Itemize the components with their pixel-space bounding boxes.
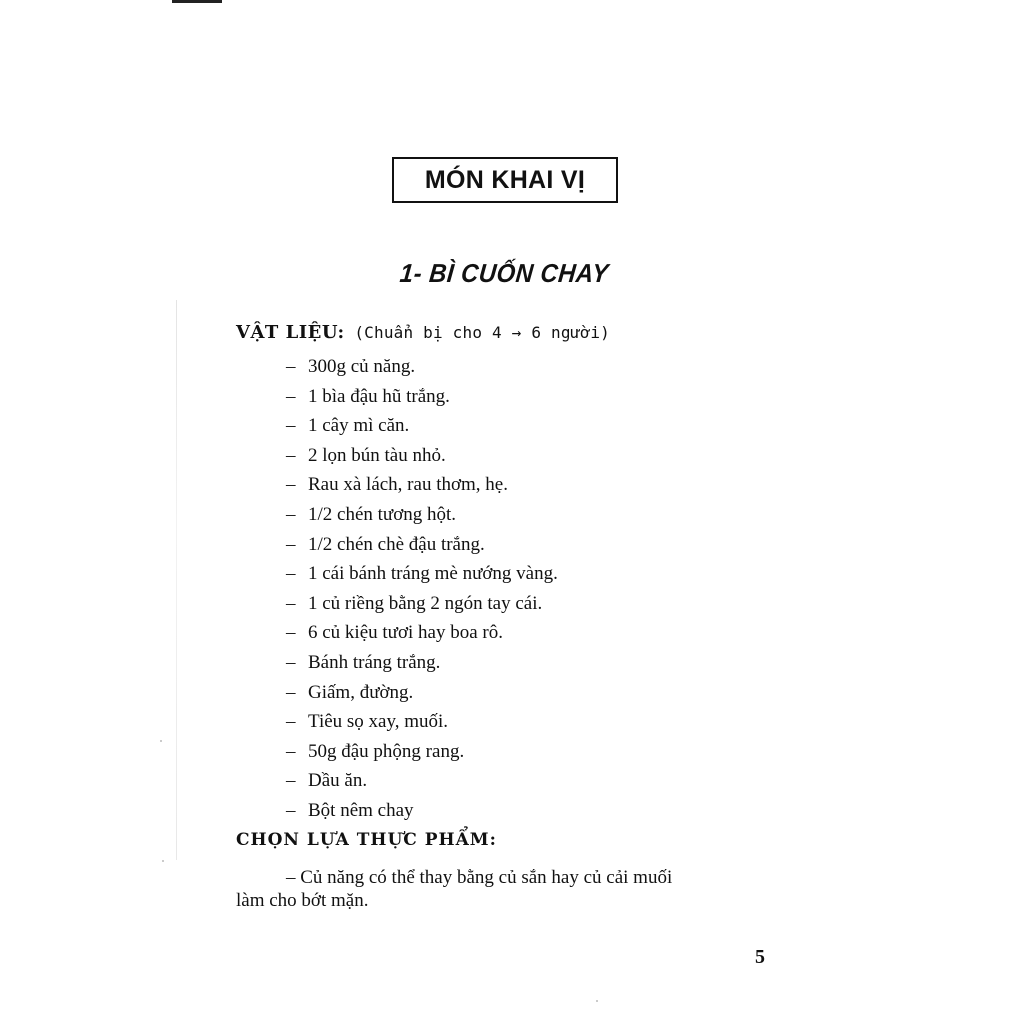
ingredient-text: 1/2 chén chè đậu trắng. bbox=[308, 533, 485, 555]
ingredient-item bbox=[286, 382, 558, 412]
ingredient-dash: – bbox=[286, 740, 296, 762]
ingredient-list bbox=[286, 352, 558, 826]
ingredient-item bbox=[286, 589, 558, 619]
ingredient-text: 1/2 chén tương hột. bbox=[308, 503, 457, 525]
ingredient-item bbox=[286, 411, 558, 441]
selection-line-2: làm cho bớt mặn. bbox=[236, 890, 369, 911]
ingredient-item bbox=[286, 470, 558, 500]
ingredient-dash: – bbox=[286, 622, 296, 644]
ingredient-dash: – bbox=[286, 770, 296, 792]
selection-paragraph bbox=[236, 866, 796, 912]
ingredient-text: 6 củ kiệu tươi hay boa rô. bbox=[308, 622, 503, 644]
ingredient-dash: – bbox=[286, 711, 296, 733]
ingredient-dash: – bbox=[286, 385, 296, 407]
ingredient-item bbox=[286, 648, 558, 678]
ingredient-item bbox=[286, 707, 558, 737]
scan-speck bbox=[162, 860, 164, 862]
materials-label: VẬT LIỆU: bbox=[236, 322, 345, 343]
section-title-box bbox=[392, 157, 618, 203]
ingredient-item bbox=[286, 352, 558, 382]
ingredient-dash: – bbox=[286, 563, 296, 585]
materials-heading bbox=[236, 322, 610, 343]
ingredient-item bbox=[286, 737, 558, 767]
ingredient-text: 1 cây mì căn. bbox=[308, 415, 410, 437]
ingredient-dash: – bbox=[286, 356, 296, 377]
ingredient-text: 50g đậu phộng rang. bbox=[308, 740, 465, 762]
ingredient-text: Bột nêm chay bbox=[308, 799, 414, 821]
ingredient-dash: – bbox=[286, 415, 296, 437]
ingredient-text: 300g củ năng. bbox=[308, 356, 416, 377]
ingredient-dash: – bbox=[286, 444, 296, 466]
ingredient-dash: – bbox=[286, 533, 296, 555]
ingredient-item bbox=[286, 618, 558, 648]
ingredient-item bbox=[286, 441, 558, 471]
ingredient-item bbox=[286, 766, 558, 796]
ingredient-text: 1 cái bánh tráng mè nướng vàng. bbox=[308, 563, 558, 585]
recipe-title: 1- BÌ CUỐN CHAY bbox=[398, 258, 610, 288]
scan-speck bbox=[160, 740, 162, 742]
ingredient-dash: – bbox=[286, 681, 296, 703]
ingredient-item bbox=[286, 559, 558, 589]
ingredient-text: 1 bìa đậu hũ trắng. bbox=[308, 385, 450, 407]
section-title: MÓN KHAI VỊ bbox=[424, 165, 586, 194]
ingredient-dash: – bbox=[286, 651, 296, 673]
ingredient-dash: – bbox=[286, 799, 296, 821]
ingredient-text: Tiêu sọ xay, muối. bbox=[308, 711, 449, 733]
materials-serving-note: (Chuẩn bị cho 4 → 6 người) bbox=[354, 323, 610, 342]
page-number: 5 bbox=[755, 946, 765, 968]
scan-margin-line bbox=[176, 300, 177, 860]
scan-speck bbox=[596, 1000, 598, 1002]
ingredient-text: Giấm, đường. bbox=[308, 681, 414, 703]
ingredient-dash: – bbox=[286, 474, 296, 496]
ingredient-text: 1 củ riềng bằng 2 ngón tay cái. bbox=[308, 592, 543, 614]
top-rule-divider bbox=[172, 0, 222, 3]
selection-heading: CHỌN LỰA THỰC PHẨM: bbox=[236, 830, 497, 850]
ingredient-text: Bánh tráng trắng. bbox=[308, 651, 441, 673]
ingredient-text: 2 lọn bún tàu nhỏ. bbox=[308, 444, 446, 466]
ingredient-item bbox=[286, 796, 558, 826]
ingredient-item bbox=[286, 530, 558, 560]
ingredient-item bbox=[286, 678, 558, 708]
ingredient-text: Dầu ăn. bbox=[308, 770, 368, 792]
selection-line-1: – Củ năng có thể thay bằng củ sắn hay củ cải muối bbox=[286, 867, 673, 888]
ingredient-dash: – bbox=[286, 592, 296, 614]
ingredient-item bbox=[286, 500, 558, 530]
ingredient-dash: – bbox=[286, 503, 296, 525]
ingredient-text: Rau xà lách, rau thơm, hẹ. bbox=[308, 474, 508, 496]
